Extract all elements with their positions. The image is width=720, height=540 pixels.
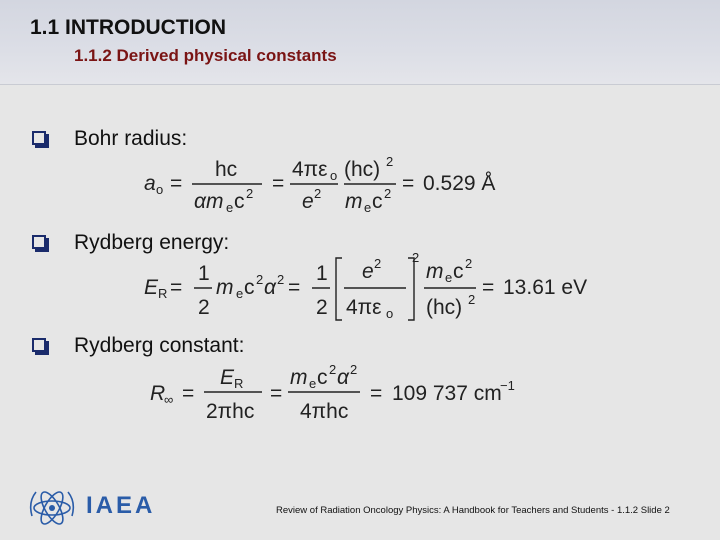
- frac1-c: c: [234, 190, 245, 213]
- svg-text:o: o: [386, 306, 394, 321]
- lhs-subscript: o: [156, 182, 164, 197]
- frac1-sub: e: [226, 200, 234, 215]
- svg-text:=: =: [370, 382, 383, 405]
- frac-half-num: 1: [198, 262, 210, 285]
- lhs-symbol: R: [150, 382, 166, 405]
- result-value: 13.61 eV: [503, 276, 588, 299]
- svg-text:4πhc: 4πhc: [300, 400, 349, 423]
- svg-text:2: 2: [256, 272, 264, 287]
- frac1-denominator: αm: [194, 190, 224, 213]
- equals-sign: =: [170, 172, 183, 195]
- rydberg-energy-equation: [140, 252, 610, 324]
- svg-text:R: R: [234, 376, 244, 391]
- left-bracket: [336, 258, 342, 320]
- equals-sign: =: [272, 172, 285, 195]
- frac3-sup: 2: [386, 154, 394, 169]
- svg-text:α: α: [337, 366, 349, 389]
- svg-text:2: 2: [329, 362, 337, 377]
- svg-text:2: 2: [465, 256, 473, 271]
- result-value: 109 737 cm: [392, 382, 502, 405]
- subsection-title: 1.1.2 Derived physical constants: [74, 46, 337, 65]
- svg-text:e: e: [362, 260, 374, 283]
- svg-text:2: 2: [316, 296, 328, 319]
- frac3-sub: e: [364, 200, 372, 215]
- term-m: m: [216, 276, 234, 299]
- svg-text:2: 2: [374, 256, 382, 271]
- rydberg-constant-equation: [140, 362, 560, 426]
- svg-text:2: 2: [277, 272, 285, 287]
- svg-text:c: c: [317, 366, 328, 389]
- bohr-radius-label: Bohr radius:: [74, 127, 188, 150]
- right-bracket: [408, 258, 414, 320]
- svg-text:=: =: [482, 276, 495, 299]
- svg-text:(hc): (hc): [426, 296, 463, 319]
- footer-citation: Review of Radiation Oncology Physics: A Handbook for Teachers and Students - 1.1.2 Slide 2: [276, 505, 670, 516]
- svg-text:e: e: [236, 286, 244, 301]
- svg-text:e: e: [309, 376, 317, 391]
- result-value: 0.529 Å: [423, 172, 496, 195]
- frac2-sup: 2: [314, 186, 322, 201]
- frac1-numerator: hc: [215, 158, 238, 181]
- equals-sign: =: [170, 276, 183, 299]
- bullet-icon: [32, 235, 46, 249]
- frac3-sup2: 2: [384, 186, 392, 201]
- lhs-subscript: ∞: [164, 392, 174, 407]
- svg-text:E: E: [220, 366, 235, 389]
- frac3-c: c: [372, 190, 383, 213]
- bohr-radius-equation: [140, 156, 520, 216]
- frac2-denominator: e: [302, 190, 314, 213]
- lhs-subscript: R: [158, 286, 168, 301]
- frac-half-den: 2: [198, 296, 210, 319]
- svg-text:4πε: 4πε: [346, 296, 382, 319]
- rydberg-constant-label: Rydberg constant:: [74, 334, 245, 357]
- svg-text:α: α: [264, 276, 276, 299]
- bullet-icon: [32, 338, 46, 352]
- result-exponent: −1: [500, 378, 515, 393]
- frac3-numerator: (hc): [344, 158, 381, 181]
- bullet-icon: [32, 131, 46, 145]
- svg-text:2πhc: 2πhc: [206, 400, 255, 423]
- svg-text:=: =: [182, 382, 195, 405]
- frac2-sub: o: [330, 168, 338, 183]
- rydberg-energy-label: Rydberg energy:: [74, 231, 230, 254]
- frac1-sup: 2: [246, 186, 254, 201]
- svg-text:1: 1: [316, 262, 328, 285]
- svg-text:c: c: [453, 260, 464, 283]
- svg-text:=: =: [270, 382, 283, 405]
- lhs-symbol: E: [144, 276, 159, 299]
- svg-text:2: 2: [468, 292, 476, 307]
- equals-sign: =: [402, 172, 415, 195]
- frac2-numerator: 4πε: [292, 158, 328, 181]
- svg-text:=: =: [288, 276, 301, 299]
- svg-text:2: 2: [412, 250, 420, 265]
- section-title: 1.1 INTRODUCTION: [30, 16, 227, 39]
- svg-text:2: 2: [350, 362, 358, 377]
- svg-text:c: c: [244, 276, 255, 299]
- svg-text:m: m: [426, 260, 444, 283]
- svg-text:e: e: [445, 270, 453, 285]
- slide-header: [0, 0, 720, 85]
- iaea-logo-text: IAEA: [86, 492, 156, 519]
- lhs-symbol: a: [144, 172, 156, 195]
- frac3-denominator: m: [345, 190, 363, 213]
- svg-text:m: m: [290, 366, 308, 389]
